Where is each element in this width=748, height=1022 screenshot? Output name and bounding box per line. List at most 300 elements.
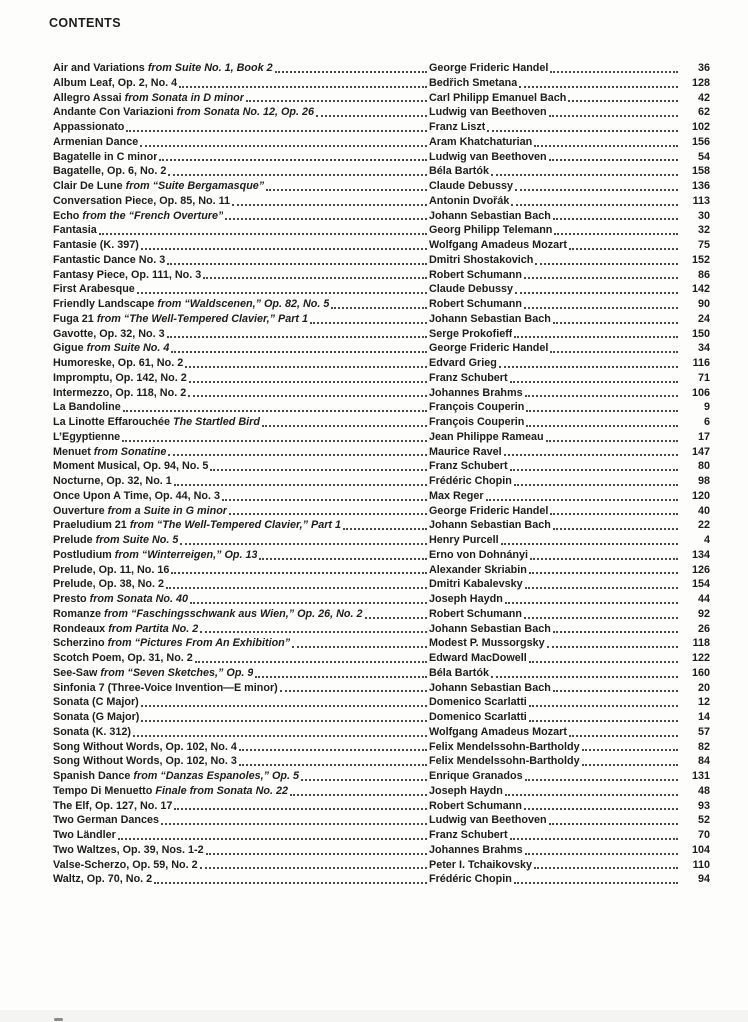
composer-name: Antonin Dvořák [429, 194, 510, 207]
piece-title-text: Sonata (G Major) [53, 711, 140, 723]
page-number: 131 [691, 770, 710, 782]
dot-leader [553, 322, 678, 324]
dot-leader [123, 410, 427, 412]
title-cell [53, 135, 429, 150]
composer-cell [429, 430, 680, 445]
composer-cell [429, 223, 680, 238]
piece-title [53, 828, 116, 843]
composer-name: Robert Schumann [429, 298, 522, 310]
piece-title-text: La Linotte Effarouchée [53, 416, 173, 428]
composer-name: Wolfgang Amadeus Mozart [429, 239, 567, 251]
composer-cell [429, 341, 680, 356]
composer-name: Peter I. Tchaikovsky [429, 858, 533, 871]
dot-leader [529, 705, 678, 707]
toc-row [53, 577, 710, 592]
piece-title [53, 253, 165, 268]
page-number: 4 [703, 534, 710, 546]
toc-row [53, 238, 710, 253]
toc-row [53, 681, 710, 696]
dot-leader [203, 277, 427, 279]
title-cell [53, 253, 429, 268]
piece-title-italic: from Suite No. 5 [95, 534, 179, 546]
piece-title [53, 164, 166, 179]
dot-leader [514, 882, 678, 884]
title-cell [53, 636, 429, 651]
toc-row [53, 740, 710, 755]
dot-leader [510, 381, 678, 383]
dot-leader [255, 676, 427, 678]
piece-title [53, 518, 341, 533]
piece-title-text: Humoreske, Op. 61, No. 2 [53, 357, 184, 369]
piece-title-text: Song Without Words, Op. 102, No. 3 [53, 755, 237, 768]
toc-row [53, 474, 710, 489]
piece-title-text: Prelude [53, 534, 96, 546]
composer-name: Wolfgang Amadeus Mozart [429, 725, 567, 738]
page-number: 120 [691, 489, 710, 502]
piece-title-text: Gavotte, Op. 32, No. 3 [53, 327, 165, 340]
title-cell [53, 238, 429, 253]
composer-name: George Frideric Handel [429, 504, 549, 517]
piece-title-text: First Arabesque [53, 283, 135, 296]
dot-leader [190, 602, 427, 604]
composer-name: Max Reger [429, 489, 484, 502]
piece-title [53, 666, 253, 681]
composer-name: Ludwig van Beethoven [429, 814, 547, 827]
composer-name: Joseph Haydn [429, 784, 503, 797]
piece-title [53, 238, 139, 253]
page-number: 94 [697, 873, 710, 886]
piece-title-text: Fantastic Dance No. 3 [53, 253, 166, 266]
piece-title-text: Sonata (C Major) [53, 696, 139, 709]
piece-title [53, 784, 288, 799]
piece-title [53, 386, 186, 401]
page-number: 154 [691, 578, 710, 591]
toc-row [53, 341, 710, 356]
page-number: 30 [697, 209, 710, 222]
dot-leader [118, 838, 427, 840]
composer-name: Bedřich Smetana [429, 76, 518, 89]
dot-leader [168, 454, 427, 456]
dot-leader [122, 440, 427, 442]
piece-title-text: Album Leaf, Op. 2, No. 4 [53, 76, 178, 89]
page-number: 52 [697, 814, 710, 827]
dot-leader [524, 277, 678, 279]
composer-cell [429, 415, 680, 430]
page-number: 71 [697, 371, 710, 384]
piece-title [53, 150, 157, 165]
piece-title [53, 312, 308, 327]
dot-leader [491, 174, 678, 176]
composer-name: Robert Schumann [429, 799, 522, 812]
dot-leader [501, 543, 678, 545]
composer-name: Johannes Brahms [429, 843, 523, 856]
composer-name: Franz Schubert [429, 460, 508, 473]
toc-row [53, 194, 710, 209]
toc-row [53, 754, 710, 769]
piece-title-text: La Bandoline [53, 401, 121, 414]
dot-leader [262, 425, 427, 427]
piece-title-text: Gigue [53, 342, 87, 355]
dot-leader [259, 558, 427, 560]
toc-row [53, 135, 710, 150]
page-number: 34 [697, 342, 710, 355]
page-number: 80 [697, 460, 710, 473]
piece-title-text: Prelude, Op. 11, No. 16 [53, 563, 170, 576]
composer-cell [429, 813, 680, 828]
dot-leader [535, 263, 678, 265]
piece-title [53, 563, 169, 578]
toc-row [53, 695, 710, 710]
title-cell [53, 105, 429, 120]
dot-leader [514, 336, 678, 338]
dot-leader [582, 749, 678, 751]
toc-row [53, 651, 710, 666]
toc-row [53, 843, 710, 858]
composer-name: Serge Prokofieff [429, 327, 513, 340]
toc-row [53, 828, 710, 843]
composer-name: Béla Bartók [429, 165, 490, 178]
composer-cell [429, 651, 680, 666]
composer-cell [429, 474, 680, 489]
toc-row [53, 209, 710, 224]
dot-leader [515, 292, 678, 294]
composer-cell [429, 179, 680, 194]
dot-leader [168, 174, 427, 176]
dot-leader [290, 794, 427, 796]
composer-name: Franz Liszt [429, 121, 486, 133]
piece-title [53, 548, 257, 563]
composer-name: Edvard Grieg [429, 357, 497, 369]
piece-title [53, 607, 363, 622]
title-cell [53, 872, 429, 887]
piece-title-text: Presto [53, 593, 90, 605]
composer-name: Claude Debussy [429, 180, 514, 192]
page-number: 54 [697, 150, 710, 163]
composer-cell [429, 445, 680, 460]
piece-title-text: See-Saw [53, 666, 101, 679]
composer-name: Johann Sebastian Bach [429, 209, 551, 222]
dot-leader [331, 307, 427, 309]
title-cell [53, 695, 429, 710]
toc-row [53, 297, 710, 312]
composer-cell [429, 164, 680, 179]
page-number: 160 [691, 666, 710, 679]
dot-leader [229, 513, 427, 515]
dot-leader [188, 395, 427, 397]
composer-cell [429, 61, 680, 76]
page-title: CONTENTS [49, 16, 121, 30]
piece-title-text: Fantasia [53, 224, 97, 237]
page-number: 122 [691, 652, 710, 664]
piece-title-italic: from “The Well-Tempered Clavier,” Part 1 [96, 312, 309, 325]
piece-title-italic: from Suite No. 1, Book 2 [147, 62, 273, 74]
composer-name: Béla Bartók [429, 666, 490, 679]
toc-row [53, 105, 710, 120]
dot-leader [126, 130, 427, 132]
piece-title-text: Conversation Piece, Op. 85, No. 11 [53, 194, 231, 207]
composer-cell [429, 312, 680, 327]
dot-leader [239, 764, 427, 766]
toc-row [53, 61, 710, 76]
piece-title [53, 341, 169, 356]
piece-title-text: L’Egyptienne [53, 430, 121, 443]
piece-title-text: Waltz, Op. 70, No. 2 [53, 873, 153, 886]
piece-title-text: Spanish Dance [53, 770, 134, 782]
dot-leader [505, 794, 678, 796]
piece-title-text: Tempo Di Menuetto [53, 784, 156, 797]
composer-cell [429, 533, 680, 548]
composer-name: Maurice Ravel [429, 445, 502, 458]
composer-name: François Couperin [429, 401, 525, 414]
piece-title [53, 371, 187, 386]
dot-leader [180, 543, 427, 545]
dot-leader [534, 145, 678, 147]
page-number: 32 [697, 224, 710, 237]
composer-cell [429, 548, 680, 563]
dot-leader [526, 410, 678, 412]
dot-leader [529, 661, 678, 663]
toc-row [53, 607, 710, 622]
scan-smudge [54, 1018, 63, 1021]
dot-leader [525, 779, 678, 781]
title-cell [53, 858, 429, 873]
title-cell [53, 386, 429, 401]
toc-row [53, 622, 710, 637]
composer-cell [429, 695, 680, 710]
dot-leader [510, 838, 678, 840]
piece-title-italic: from Sonata in D minor [124, 91, 244, 104]
toc-row [53, 445, 710, 460]
dot-leader [505, 602, 678, 604]
composer-name: Johann Sebastian Bach [429, 681, 551, 694]
piece-title [53, 813, 159, 828]
composer-cell [429, 268, 680, 283]
composer-cell [429, 459, 680, 474]
piece-title [53, 769, 299, 784]
toc-row [53, 120, 710, 135]
title-cell [53, 474, 429, 489]
piece-title [53, 695, 139, 710]
dot-leader [246, 100, 427, 102]
composer-cell [429, 105, 680, 120]
title-cell [53, 577, 429, 592]
composer-name: Claude Debussy [429, 283, 514, 296]
title-cell [53, 489, 429, 504]
piece-title [53, 135, 138, 150]
dot-leader [210, 469, 427, 471]
dot-leader [179, 86, 427, 88]
title-cell [53, 297, 429, 312]
dot-leader [514, 484, 678, 486]
piece-title [53, 681, 278, 696]
dot-leader [549, 159, 678, 161]
dot-leader [133, 735, 427, 737]
composer-cell [429, 577, 680, 592]
piece-title-text: Echo [53, 209, 83, 222]
piece-title-italic: from “The Well-Tempered Clavier,” Part 1 [129, 519, 342, 532]
piece-title [53, 533, 178, 548]
piece-title [53, 651, 193, 666]
piece-title [53, 120, 124, 135]
title-cell [53, 592, 429, 607]
dot-leader [549, 823, 678, 825]
dot-leader [171, 572, 427, 574]
toc-row [53, 710, 710, 725]
title-cell [53, 415, 429, 430]
dot-leader [137, 292, 427, 294]
piece-title [53, 356, 183, 371]
piece-title-text: Allegro Assai [53, 91, 125, 104]
piece-title [53, 268, 201, 283]
composer-cell [429, 282, 680, 297]
composer-cell [429, 769, 680, 784]
dot-leader [189, 381, 427, 383]
dot-leader [499, 366, 678, 368]
page-number: 86 [697, 268, 710, 281]
dot-leader [487, 130, 678, 132]
piece-title [53, 725, 131, 740]
page-number: 156 [691, 135, 710, 148]
toc-row [53, 327, 710, 342]
piece-title-italic: The Startled Bird [172, 416, 260, 428]
piece-title [53, 504, 227, 519]
composer-cell [429, 489, 680, 504]
piece-title-italic: Finale from Sonata No. 22 [155, 784, 288, 797]
page-number: 106 [691, 386, 710, 399]
title-cell [53, 725, 429, 740]
toc-row [53, 813, 710, 828]
page-number: 90 [697, 298, 710, 310]
composer-cell [429, 784, 680, 799]
dot-leader [167, 336, 427, 338]
composer-cell [429, 76, 680, 91]
composer-name: Joseph Haydn [429, 593, 503, 605]
title-cell [53, 459, 429, 474]
dot-leader [232, 204, 427, 206]
page-number: 22 [697, 519, 710, 532]
dot-leader [511, 204, 678, 206]
dot-leader [549, 115, 678, 117]
composer-cell [429, 194, 680, 209]
title-cell [53, 681, 429, 696]
composer-cell [429, 858, 680, 873]
piece-title [53, 76, 177, 91]
dot-leader [167, 263, 427, 265]
composer-cell [429, 725, 680, 740]
piece-title-italic: from Partita No. 2 [108, 622, 199, 635]
piece-title [53, 430, 120, 445]
dot-leader [301, 779, 427, 781]
page-number: 20 [697, 681, 710, 694]
title-cell [53, 563, 429, 578]
page-number: 150 [691, 327, 710, 340]
composer-name: Jean Philippe Rameau [429, 430, 544, 443]
piece-title [53, 872, 152, 887]
toc-row [53, 666, 710, 681]
toc-row [53, 312, 710, 327]
page-number: 9 [703, 401, 710, 414]
page-number: 113 [692, 194, 710, 207]
title-cell [53, 666, 429, 681]
title-cell [53, 828, 429, 843]
dot-leader [316, 115, 427, 117]
title-cell [53, 61, 429, 76]
composer-cell [429, 386, 680, 401]
composer-name: Robert Schumann [429, 607, 522, 620]
piece-title [53, 297, 329, 312]
toc-row [53, 489, 710, 504]
page-number: 92 [697, 607, 710, 620]
dot-leader [524, 307, 678, 309]
page-number: 152 [691, 253, 710, 266]
title-cell [53, 710, 429, 725]
composer-name: Enrique Granados [429, 770, 523, 782]
composer-cell [429, 135, 680, 150]
composer-cell [429, 150, 680, 165]
piece-title-italic: from “Faschingsschwank aus Wien,” Op. 26, No. 2 [104, 607, 363, 620]
composer-name: Aram Khatchaturian [429, 135, 533, 148]
toc-row [53, 91, 710, 106]
composer-name: Franz Schubert [429, 829, 508, 841]
dot-leader [154, 882, 427, 884]
piece-title-text: Praeludium 21 [53, 519, 130, 532]
piece-title [53, 459, 208, 474]
piece-title-text: Two Ländler [53, 829, 116, 841]
composer-name: François Couperin [429, 416, 525, 428]
piece-title-text: Fuga 21 [53, 312, 97, 325]
piece-title-italic: from “Waldscenen,” Op. 82, No. 5 [157, 298, 330, 310]
composer-name: Domenico Scarlatti [429, 711, 527, 723]
page-number: 128 [691, 76, 710, 89]
toc-row [53, 179, 710, 194]
composer-name: Edward MacDowell [429, 652, 527, 664]
dot-leader [310, 322, 427, 324]
toc-row [53, 371, 710, 386]
page-number: 36 [697, 62, 710, 74]
page-number: 12 [697, 696, 710, 709]
dot-leader [550, 513, 678, 515]
piece-title [53, 843, 204, 858]
piece-title-text: Impromptu, Op. 142, No. 2 [53, 371, 187, 384]
title-cell [53, 740, 429, 755]
piece-title-italic: from Sonata No. 40 [89, 593, 188, 605]
title-cell [53, 607, 429, 622]
composer-name: Modest P. Mussorgsky [429, 637, 545, 650]
page-number: 6 [703, 416, 710, 428]
piece-title-italic: from “Danzas Espanoles,” Op. 5 [133, 770, 300, 782]
piece-title-text: The Elf, Op. 127, No. 17 [53, 799, 173, 812]
piece-title-text: Prelude, Op. 38, No. 2 [53, 578, 165, 591]
composer-cell [429, 91, 680, 106]
title-cell [53, 282, 429, 297]
page-number: 26 [697, 622, 710, 635]
toc-row [53, 504, 710, 519]
dot-leader [200, 631, 427, 633]
dot-leader [171, 351, 427, 353]
piece-title-text: Clair De Lune [53, 180, 126, 192]
piece-title-text: Fantasy Piece, Op. 111, No. 3 [53, 268, 202, 281]
page-number: 42 [697, 91, 710, 104]
piece-title [53, 179, 264, 194]
piece-title [53, 327, 165, 342]
piece-title [53, 415, 260, 430]
title-cell [53, 622, 429, 637]
piece-title [53, 740, 237, 755]
title-cell [53, 445, 429, 460]
title-cell [53, 179, 429, 194]
title-cell [53, 120, 429, 135]
dot-leader [582, 764, 678, 766]
